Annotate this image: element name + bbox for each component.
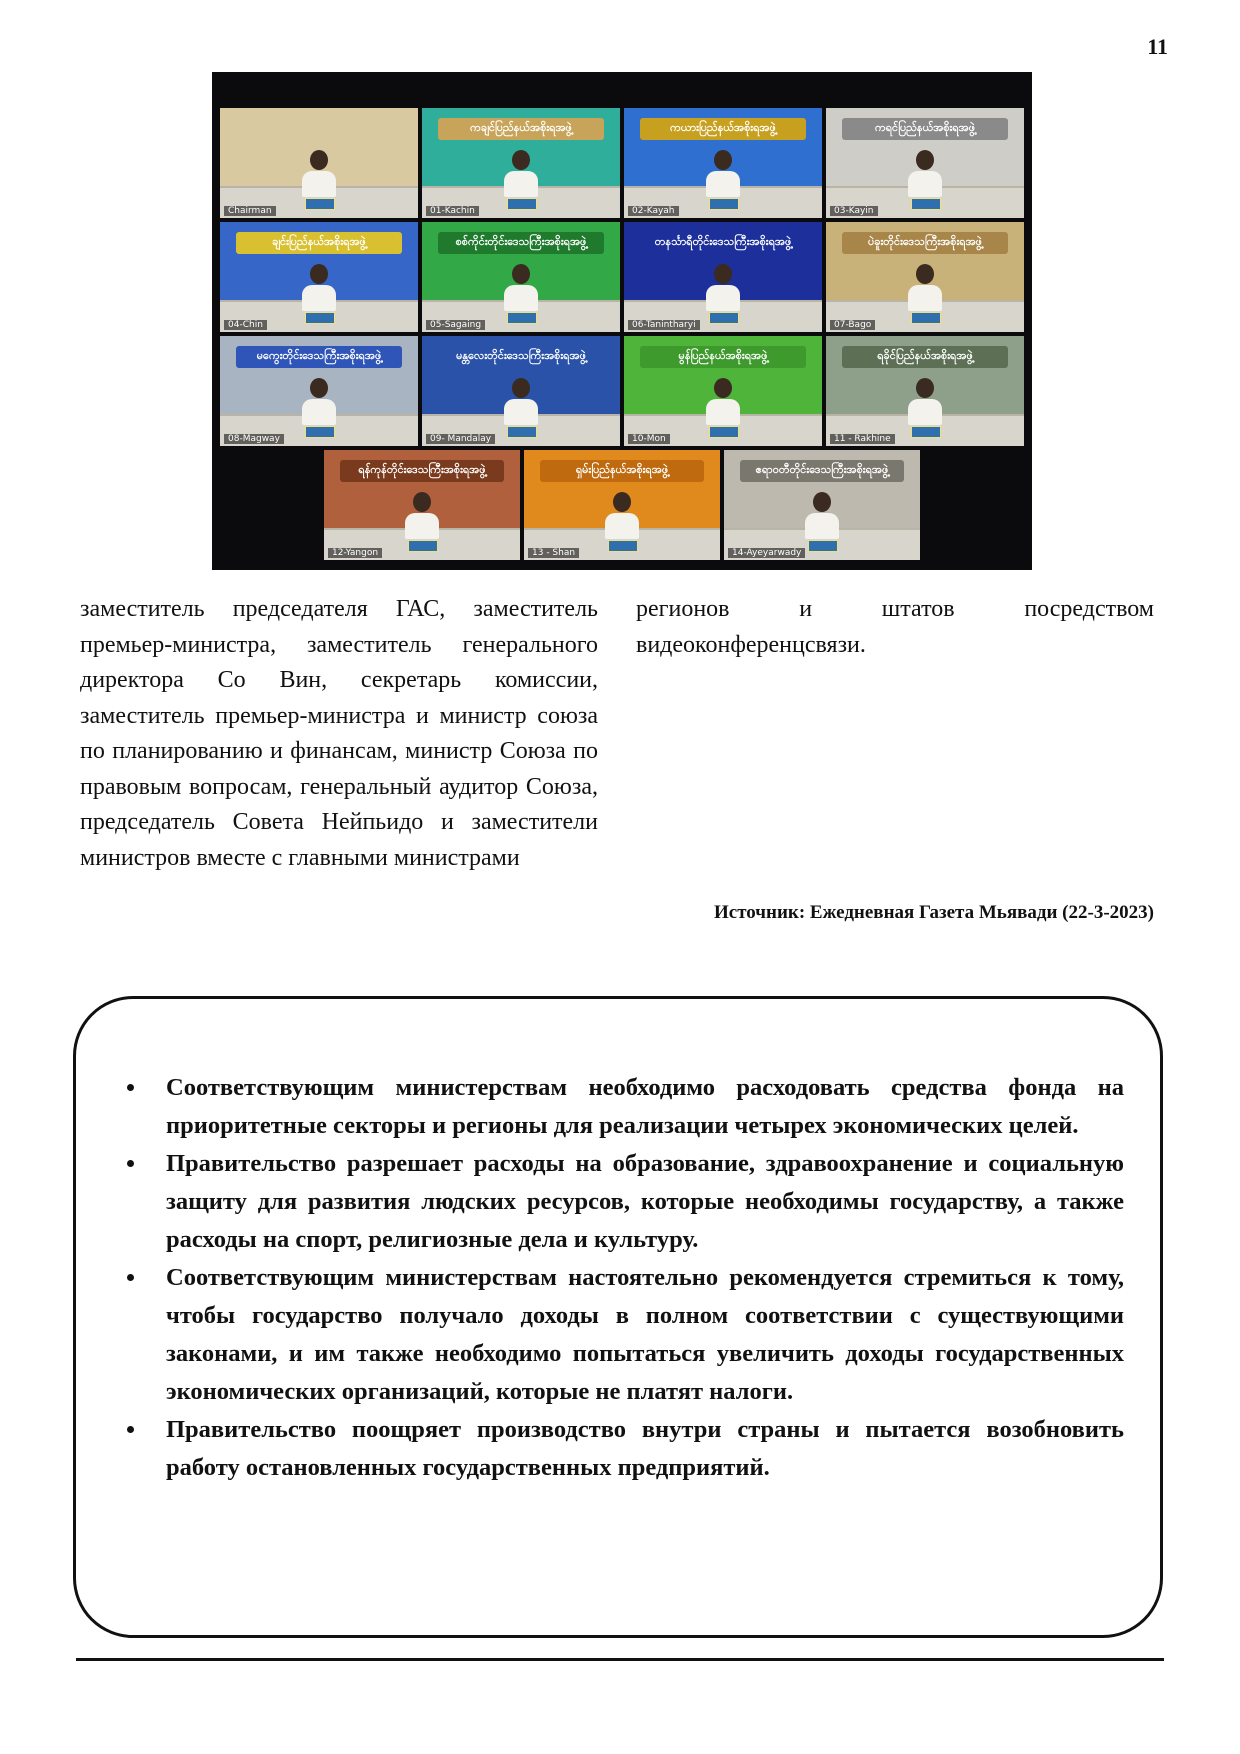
participant-body [706, 399, 740, 425]
participant-figure [302, 150, 336, 196]
desk-nameplate [507, 426, 537, 438]
tile-region-label: 13 - Shan [528, 548, 579, 558]
participant-body [706, 171, 740, 197]
tile-banner: ကချင်ပြည်နယ်အစိုးရအဖွဲ့ [438, 118, 604, 140]
participant-figure [908, 150, 942, 196]
participant-head [310, 378, 328, 398]
desk-nameplate [911, 312, 941, 324]
desk-nameplate [507, 312, 537, 324]
desk-nameplate [507, 198, 537, 210]
video-tile [624, 108, 822, 218]
tile-region-label: 03-Kayin [830, 206, 878, 216]
participant-figure [908, 264, 942, 310]
participant-figure [706, 150, 740, 196]
summary-bullet: • Правительство разрешает расходы на образование, здравоохранение и социальную защиту для развития людских ресурсов, которые необходимы государству, а также расходы на спорт, религиозные дела и культуру. [148, 1145, 1124, 1259]
participant-body [706, 285, 740, 311]
tile-banner: ကယားပြည်နယ်အစိုးရအဖွဲ့ [640, 118, 806, 140]
participant-head [916, 378, 934, 398]
participant-body [504, 285, 538, 311]
video-tile [724, 450, 920, 560]
desk-nameplate [709, 426, 739, 438]
tile-region-label: 04-Chin [224, 320, 267, 330]
participant-figure [302, 378, 336, 424]
participant-head [813, 492, 831, 512]
participant-body [908, 399, 942, 425]
tile-banner: ဧရာဝတီတိုင်းဒေသကြီးအစိုးရအဖွဲ့ [740, 460, 905, 482]
participant-figure [706, 264, 740, 310]
summary-bullet: • Соответствующим министерствам настоятельно рекомендуется стремиться к тому, чтобы государство получало доходы в полном соответствии с существующими законами, и им также необходимо попытаться увеличить доходы государственных экономических организаций, которые не платят налоги. [148, 1259, 1124, 1411]
tile-banner: မန္တလေးတိုင်းဒေသကြီးအစိုးရအဖွဲ့ [438, 346, 604, 368]
body-text-right: регионов и штатов посредством видеоконференцсвязи. [636, 596, 1154, 658]
participant-head [310, 150, 328, 170]
tile-region-label: 07-Bago [830, 320, 875, 330]
participant-body [908, 285, 942, 311]
desk-nameplate [911, 198, 941, 210]
participant-head [916, 264, 934, 284]
video-tile [422, 222, 620, 332]
tile-banner: မွန်ပြည်နယ်အစိုးရအဖွဲ့ [640, 346, 806, 368]
participant-head [714, 264, 732, 284]
desk-nameplate [808, 540, 838, 552]
video-tile-grid [220, 108, 1024, 446]
participant-figure [706, 378, 740, 424]
tile-region-label: 02-Kayah [628, 206, 679, 216]
tile-banner: ပဲခူးတိုင်းဒေသကြီးအစိုးရအဖွဲ့ [842, 232, 1008, 254]
tile-region-label: 09- Mandalay [426, 434, 495, 444]
desk-nameplate [709, 312, 739, 324]
video-tile [220, 108, 418, 218]
participant-body [504, 171, 538, 197]
tile-banner: မကွေးတိုင်းဒေသကြီးအစိုးရအဖွဲ့ [236, 346, 402, 368]
participant-body [605, 513, 639, 539]
participant-figure [302, 264, 336, 310]
participant-figure [504, 264, 538, 310]
summary-bullet: • Соответствующим министерствам необходимо расходовать средства фонда на приоритетные секторы и регионы для реализации четырех экономических целей. [148, 1069, 1124, 1145]
summary-bullet: • Правительство поощряет производство внутри страны и пытается возобновить работу остановленных государственных предприятий. [148, 1411, 1124, 1487]
participant-body [405, 513, 439, 539]
tile-banner: ချင်းပြည်နယ်အစိုးရအဖွဲ့ [236, 232, 402, 254]
desk-nameplate [709, 198, 739, 210]
participant-body [302, 399, 336, 425]
tile-banner: စစ်ကိုင်းတိုင်းဒေသကြီးအစိုးရအဖွဲ့ [438, 232, 604, 254]
video-tile-last-row [220, 450, 1024, 560]
participant-figure [504, 150, 538, 196]
tile-banner: ရခိုင်ပြည်နယ်အစိုးရအဖွဲ့ [842, 346, 1008, 368]
participant-body [908, 171, 942, 197]
tile-banner: ရန်ကုန်တိုင်းဒေသကြီးအစိုးရအဖွဲ့ [340, 460, 505, 482]
participant-head [413, 492, 431, 512]
participant-body [302, 285, 336, 311]
desk-nameplate [608, 540, 638, 552]
tile-region-label: 11 - Rakhine [830, 434, 895, 444]
participant-body [805, 513, 839, 539]
tile-banner: ရှမ်းပြည်နယ်အစိုးရအဖွဲ့ [540, 460, 705, 482]
video-tile [826, 108, 1024, 218]
video-tile [826, 222, 1024, 332]
participant-head [916, 150, 934, 170]
video-tile [422, 336, 620, 446]
participant-head [714, 150, 732, 170]
tile-region-label: 05-Sagaing [426, 320, 485, 330]
tile-banner: ကရင်ပြည်နယ်အစိုးရအဖွဲ့ [842, 118, 1008, 140]
participant-figure [405, 492, 439, 538]
tile-region-label: 12-Yangon [328, 548, 382, 558]
tile-region-label: 01-Kachin [426, 206, 479, 216]
source-caption: Источник: Ежедневная Газета Мьявади (22-3-2023) [714, 902, 1154, 923]
desk-nameplate [305, 198, 335, 210]
participant-figure [805, 492, 839, 538]
participant-head [310, 264, 328, 284]
video-tile [826, 336, 1024, 446]
participant-figure [605, 492, 639, 538]
body-text-left: заместитель председателя ГАС, заместитель премьер-министра, заместитель генерального директора Со Вин, секретарь комиссии, заместитель премьер-министра и министр союза по планированию и финансам, министр Союза по правовым вопросам, генеральный аудитор Союза, председатель Совета Нейпьидо и заместители министров вместе с главными министрами [80, 596, 598, 871]
participant-head [613, 492, 631, 512]
tile-region-label: Chairman [224, 206, 276, 216]
participant-body [302, 171, 336, 197]
video-tile [624, 222, 822, 332]
summary-box [73, 996, 1163, 1638]
video-tile [624, 336, 822, 446]
participant-head [714, 378, 732, 398]
tile-region-label: 14-Ayeyarwady [728, 548, 805, 558]
participant-head [512, 264, 530, 284]
footer-rule [76, 1658, 1164, 1661]
desk-nameplate [305, 426, 335, 438]
video-tile [220, 222, 418, 332]
summary-list [76, 999, 1160, 1487]
tile-banner: တနင်္သာရီတိုင်းဒေသကြီးအစိုးရအဖွဲ့ [640, 232, 806, 254]
video-tile [324, 450, 520, 560]
tile-region-label: 06-Tanintharyi [628, 320, 700, 330]
video-tile [220, 336, 418, 446]
participant-figure [504, 378, 538, 424]
tile-region-label: 08-Magway [224, 434, 284, 444]
participant-head [512, 378, 530, 398]
desk-nameplate [408, 540, 438, 552]
participant-head [512, 150, 530, 170]
participant-body [504, 399, 538, 425]
video-tile [422, 108, 620, 218]
tile-region-label: 10-Mon [628, 434, 670, 444]
videoconference-photo [212, 72, 1032, 570]
video-tile [524, 450, 720, 560]
desk-nameplate [911, 426, 941, 438]
participant-figure [908, 378, 942, 424]
page-number: 11 [1147, 34, 1168, 59]
desk-nameplate [305, 312, 335, 324]
